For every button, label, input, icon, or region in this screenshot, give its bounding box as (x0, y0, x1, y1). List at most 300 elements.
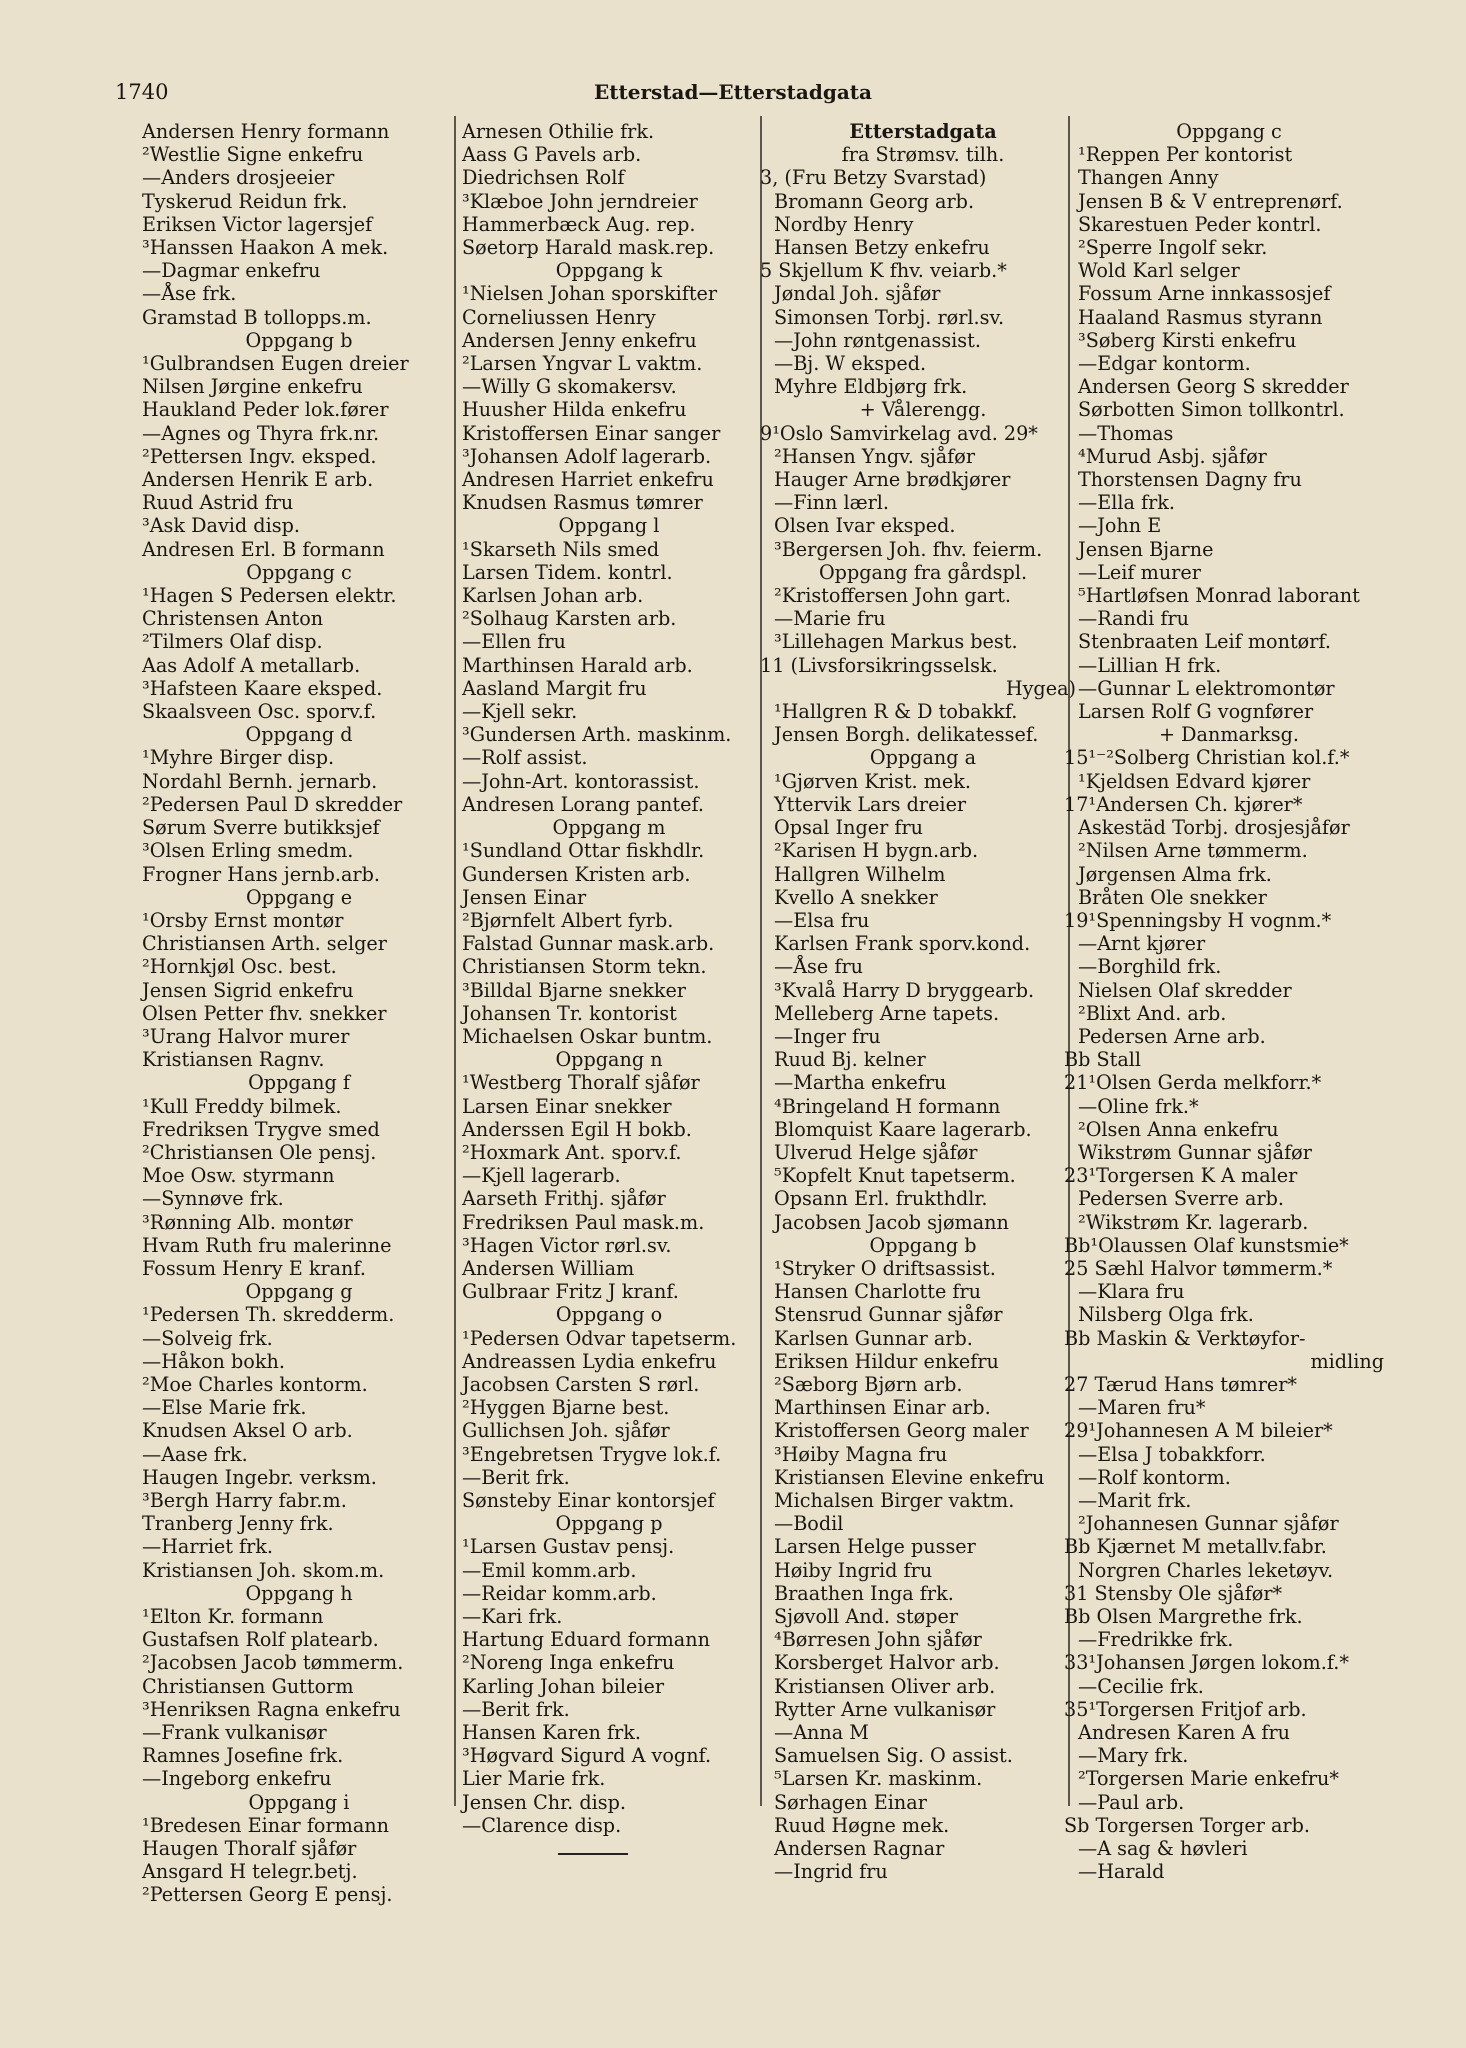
directory-entry: Huusher Hilda enkefru (462, 398, 687, 422)
directory-entry: Ruud Høgne mek. (774, 1813, 950, 1837)
directory-entry: Ruud Astrid fru (142, 491, 294, 515)
directory-entry: Ramnes Josefine frk. (142, 1744, 344, 1768)
directory-entry: —Emil komm.arb. (462, 1558, 637, 1582)
directory-entry: ³Bergh Harry fabr.m. (142, 1488, 347, 1512)
directory-entry: —Gunnar L elektromontør (1078, 676, 1335, 700)
directory-entry: Sørum Sverre butikksjef (142, 816, 380, 840)
directory-entry: ¹Stryker O driftsassist. (774, 1256, 996, 1280)
directory-entry: Karlsen Frank sporv.kond. (774, 932, 1031, 956)
directory-entry: ³Klæboe John jerndreier (462, 189, 698, 213)
directory-entry: Aas Adolf A metallarb. (142, 653, 361, 677)
directory-entry: Jensen Chr. disp. (462, 1790, 627, 1814)
directory-entry: Hansen Betzy enkefru (774, 236, 990, 260)
directory-entry: Jensen Bjarne (1078, 537, 1214, 561)
directory-entry: ³Hafsteen Kaare eksped. (142, 676, 383, 700)
directory-entry: 31 Stensby Ole sjåfør* (1064, 1581, 1283, 1605)
section-heading: Oppgang h (245, 1581, 353, 1605)
directory-entry: —Fredrikke frk. (1078, 1628, 1234, 1652)
section-heading: Oppgang a (869, 746, 977, 770)
directory-entry: Haugen Ingebr. verksm. (142, 1465, 377, 1489)
directory-entry: 33¹Johansen Jørgen lokom.f.* (1064, 1651, 1349, 1675)
directory-entry: Blomquist Kaare lagerarb. (774, 1117, 1032, 1141)
directory-entry: Christiansen Guttorm (142, 1674, 354, 1698)
directory-entry: ³Olsen Erling smedm. (142, 839, 354, 863)
directory-entry: 27 Tærud Hans tømrer* (1064, 1372, 1297, 1396)
directory-entry: ²Noreng Inga enkefru (462, 1651, 675, 1675)
directory-entry: Andersen William (462, 1256, 635, 1280)
directory-entry: Gulbraar Fritz J kranf. (462, 1280, 679, 1304)
directory-entry: ²Torgersen Marie enkefru* (1078, 1767, 1339, 1791)
directory-entry: ¹Pedersen Odvar tapetserm. (462, 1326, 737, 1350)
directory-entry: —Finn lærl. (774, 491, 890, 515)
directory-entry: —Else Marie frk. (142, 1396, 307, 1420)
directory-entry: Pedersen Sverre arb. (1078, 1187, 1285, 1211)
directory-entry: —Kjell sekr. (462, 700, 578, 724)
directory-entry: 29¹Johannesen A M bileier* (1064, 1419, 1333, 1443)
directory-entry: —Clarence disp. (462, 1813, 622, 1837)
directory-entry: Bb Stall (1064, 1048, 1142, 1072)
directory-entry: —John-Art. kontorassist. (462, 769, 700, 793)
section-heading: Oppgang o (555, 1303, 663, 1327)
directory-entry: Michalsen Birger vaktm. (774, 1488, 1015, 1512)
section-heading: + Danmarksg. (1158, 723, 1300, 747)
directory-entry: ¹Reppen Per kontorist (1078, 143, 1293, 167)
directory-entry: Kvello A snekker (774, 885, 938, 909)
directory-entry: 35¹Torgersen Fritjof arb. (1064, 1697, 1307, 1721)
directory-entry: —John E (1078, 514, 1162, 538)
directory-entry: Andresen Karen A fru (1078, 1721, 1291, 1745)
directory-entry: —Marie fru (774, 607, 886, 631)
directory-entry: Haugen Thoralf sjåfør (142, 1837, 357, 1861)
directory-entry: ⁴Murud Asbj. sjåfør (1078, 444, 1267, 468)
directory-entry: ²Tilmers Olaf disp. (142, 630, 323, 654)
directory-entry: Norgren Charles leketøyv. (1078, 1558, 1334, 1582)
directory-entry: Marthinsen Harald arb. (462, 653, 693, 677)
directory-entry: Kristoffersen Einar sanger (462, 421, 721, 445)
directory-entry: Diedrichsen Rolf (462, 166, 625, 190)
directory-entry: Bb Olsen Margrethe frk. (1064, 1605, 1303, 1628)
directory-entry: Stenbraaten Leif montørf. (1078, 630, 1331, 654)
directory-entry: Søetorp Harald mask.rep. (462, 236, 715, 260)
section-heading: Oppgang c (1176, 120, 1282, 143)
directory-entry: Haukland Peder lok.fører (142, 398, 389, 422)
directory-entry: Fossum Arne innkassosjef (1078, 282, 1331, 306)
directory-entry: ³Henriksen Ragna enkefru (142, 1697, 401, 1721)
directory-entry: Nilsen Jørgine enkefru (142, 375, 363, 399)
directory-entry: Sørhagen Einar (774, 1790, 927, 1814)
directory-entry: ¹Larsen Gustav pensj. (462, 1535, 675, 1559)
directory-entry: —Anders drosjeeier (142, 166, 335, 190)
directory-entry: Aarseth Frithj. sjåfør (462, 1187, 666, 1211)
directory-entry: —Berit frk. (462, 1465, 570, 1489)
directory-entry: ³Johansen Adolf lagerarb. (462, 444, 712, 468)
directory-entry: Knudsen Rasmus tømrer (462, 491, 703, 515)
directory-entry: Eriksen Hildur enkefru (774, 1349, 999, 1373)
directory-entry: Olsen Petter fhv. snekker (142, 1001, 387, 1025)
directory-entry: ³Engebretsen Trygve lok.f. (462, 1442, 722, 1466)
directory-entry: Andresen Harriet enkefru (462, 468, 714, 492)
directory-entry: ²Christiansen Ole pensj. (142, 1140, 377, 1164)
directory-entry: Gullichsen Joh. sjåfør (462, 1419, 670, 1443)
section-heading: Oppgang i (248, 1790, 350, 1814)
directory-entry: Wold Karl selger (1078, 259, 1240, 283)
directory-entry: Kristiansen Elevine enkefru (774, 1465, 1045, 1489)
directory-entry: ¹Hagen S Pedersen elektr. (142, 584, 397, 608)
page-title: Etterstad—Etterstadgata (594, 80, 872, 104)
section-heading: Oppgang m (552, 816, 666, 840)
column-rule (760, 116, 762, 1806)
directory-entry: Moe Osw. styrmann (142, 1164, 335, 1188)
directory-entry: Opsann Erl. frukthdlr. (774, 1187, 988, 1211)
directory-entry: Christensen Anton (142, 607, 324, 631)
directory-entry: ¹Skarseth Nils smed (462, 537, 660, 561)
directory-entry: —Randi fru (1078, 607, 1190, 631)
directory-entry: —Anna M (774, 1721, 869, 1745)
directory-entry: Larsen Helge pusser (774, 1535, 976, 1559)
directory-entry: Haaland Rasmus styrann (1078, 305, 1323, 329)
directory-entry: midling (1310, 1349, 1384, 1373)
directory-entry: Bb Maskin & Verktøyfor- (1064, 1326, 1306, 1350)
directory-entry: —Arnt kjører (1078, 932, 1206, 956)
directory-entry: —Elsa J tobakkforr. (1078, 1442, 1266, 1466)
directory-entry: Høiby Ingrid fru (774, 1558, 933, 1582)
directory-entry: 19¹Spenningsby H vognm.* (1064, 908, 1332, 932)
directory-entry: —Ingrid fru (774, 1860, 888, 1884)
directory-entry: Marthinsen Einar arb. (774, 1396, 991, 1420)
directory-entry: ¹Bredesen Einar formann (142, 1813, 390, 1837)
directory-entry: ⁵Kopfelt Knut tapetserm. (774, 1164, 1016, 1188)
directory-entry: —Edgar kontorm. (1078, 352, 1251, 376)
directory-entry: Karling Johan bileier (462, 1674, 665, 1698)
directory-entry: —Åse frk. (142, 282, 237, 306)
directory-entry: ³Rønning Alb. montør (142, 1210, 353, 1234)
section-heading: Oppgang b (245, 328, 353, 352)
section-heading: Oppgang l (558, 514, 660, 538)
directory-entry: 25 Sæhl Halvor tømmerm.* (1064, 1256, 1333, 1280)
directory-entry: ²Pettersen Ingv. eksped. (142, 444, 377, 468)
directory-entry: —Berit frk. (462, 1697, 570, 1721)
directory-entry: Sønsteby Einar kontorsjef (462, 1488, 715, 1512)
directory-entry: —Maren fru* (1078, 1396, 1206, 1420)
section-heading: Etterstadgata (849, 120, 997, 143)
directory-entry: —Ingeborg enkefru (142, 1767, 332, 1791)
directory-entry: —Borghild frk. (1078, 955, 1222, 979)
directory-entry: ⁵Larsen Kr. maskinm. (774, 1767, 983, 1791)
directory-entry: —Åse fru (774, 955, 863, 979)
directory-entry: Larsen Rolf G vognfører (1078, 700, 1314, 724)
directory-entry: Jacobsen Jacob sjømann (774, 1210, 1009, 1234)
directory-entry: Bb¹Olaussen Olaf kunstsmie* (1064, 1233, 1349, 1257)
directory-entry: —Harriet frk. (142, 1535, 274, 1559)
directory-entry: ²Nilsen Arne tømmerm. (1078, 839, 1308, 863)
directory-entry: ³Søberg Kirsti enkefru (1078, 328, 1297, 352)
directory-entry: —Paul arb. (1078, 1790, 1185, 1814)
directory-entry: Hammerbæck Aug. rep. (462, 212, 696, 236)
directory-entry: ²Blixt And. arb. (1078, 1001, 1227, 1025)
directory-entry: Yttervik Lars dreier (774, 792, 967, 816)
directory-entry: —Ellen fru (462, 630, 566, 654)
directory-entry: Rytter Arne vulkanisør (774, 1697, 996, 1721)
directory-entry: —A sag & høvleri (1078, 1837, 1248, 1861)
directory-entry: —Synnøve frk. (142, 1187, 284, 1211)
directory-entry: Andersen Henry formann (142, 120, 390, 143)
directory-entry: ²Solhaug Karsten arb. (462, 607, 677, 631)
directory-entry: —Lillian H frk. (1078, 653, 1222, 677)
directory-entry: Kristiansen Oliver arb. (774, 1674, 996, 1698)
directory-entry: ¹Hallgren R & D tobakkf. (774, 700, 1018, 724)
directory-entry: —John røntgenassist. (774, 328, 981, 352)
directory-entry: ²Westlie Signe enkefru (142, 143, 364, 167)
directory-entry: Samuelsen Sig. O assist. (774, 1744, 1013, 1768)
directory-entry: ²Pedersen Paul D skredder (142, 792, 403, 816)
directory-entry: ³Urang Halvor murer (142, 1024, 350, 1048)
directory-entry: Olsen Ivar eksped. (774, 514, 956, 538)
page-number: 1740 (115, 80, 169, 104)
directory-entry: Knudsen Aksel O arb. (142, 1419, 353, 1443)
directory-entry: ²Moe Charles kontorm. (142, 1372, 368, 1396)
directory-entry: ¹Elton Kr. formann (142, 1605, 324, 1628)
directory-entry: —Willy G skomakersv. (462, 375, 677, 399)
directory-entry: Aasland Margit fru (462, 676, 647, 700)
directory-entry: —Klara fru (1078, 1280, 1185, 1304)
directory-entry: —Martha enkefru (774, 1071, 947, 1095)
directory-entry: Larsen Tidem. kontrl. (462, 560, 673, 584)
directory-entry: ³Gundersen Arth. maskinm. (462, 723, 732, 747)
directory-entry: ¹Orsby Ernst montør (142, 908, 344, 932)
directory-entry: ²Hoxmark Ant. sporv.f. (462, 1140, 682, 1164)
directory-entry: 5 Skjellum K fhv. veiarb.* (760, 259, 1007, 283)
directory-entry: 23¹Torgersen K A maler (1064, 1164, 1298, 1188)
section-heading: Oppgang g (245, 1280, 353, 1304)
directory-entry: Jørgensen Alma frk. (1078, 862, 1272, 886)
section-heading: Oppgang f (248, 1071, 350, 1095)
directory-entry: Andresen Lorang pantef. (462, 792, 704, 816)
section-heading: Oppgang fra gårdspl. (818, 560, 1028, 584)
directory-entry: ¹Sundland Ottar fiskhdlr. (462, 839, 705, 863)
directory-entry: —Solveig frk. (142, 1326, 273, 1350)
directory-entry: Wikstrøm Gunnar sjåfør (1078, 1140, 1312, 1164)
section-heading: fra Strømsv. tilh. (841, 143, 1005, 167)
directory-entry: Melleberg Arne tapets. (774, 1001, 1000, 1025)
directory-entry: —Bj. W eksped. (774, 352, 927, 376)
directory-entry: ³Billdal Bjarne snekker (462, 978, 686, 1002)
directory-entry: —Harald (1078, 1860, 1165, 1884)
directory-entry: Andersen Henrik E arb. (142, 468, 374, 492)
directory-entry: Jensen Einar (462, 885, 587, 909)
directory-entry: Nilsberg Olga frk. (1078, 1303, 1254, 1327)
directory-entry: Andersen Jenny enkefru (462, 328, 697, 352)
directory-entry: ²Sæborg Bjørn arb. (774, 1372, 963, 1396)
directory-entry: ¹Pedersen Th. skredderm. (142, 1303, 395, 1327)
directory-entry: 3, (Fru Betzy Svarstad) (760, 166, 987, 190)
directory-entry: —Rolf kontorm. (1078, 1465, 1231, 1489)
directory-entry: ⁴Børresen John sjåfør (774, 1628, 982, 1652)
directory-entry: —Agnes og Thyra frk.nr. (142, 421, 380, 445)
directory-entry: ³Lillehagen Markus best. (774, 630, 1018, 654)
directory-entry: —Marit frk. (1078, 1488, 1192, 1512)
directory-entry: Pedersen Arne arb. (1078, 1024, 1266, 1048)
directory-entry: Thangen Anny (1078, 166, 1219, 190)
directory-entry: ¹Westberg Thoralf sjåfør (462, 1071, 700, 1095)
directory-entry: ⁴Bringeland H formann (774, 1094, 1001, 1118)
directory-entry: Jøndal Joh. sjåfør (774, 282, 941, 306)
section-heading: Oppgang n (555, 1048, 663, 1072)
directory-entry: Andresen Erl. B formann (142, 537, 385, 561)
directory-entry: ¹Gjørven Krist. mek. (774, 769, 972, 793)
column-2 (458, 120, 760, 1855)
directory-entry: Lier Marie frk. (462, 1767, 606, 1791)
directory-entry: 11 (Livsforsikringsselsk. (760, 653, 998, 677)
directory-entry: Larsen Einar snekker (462, 1094, 672, 1118)
directory-entry: Michaelsen Oskar buntm. (462, 1024, 713, 1048)
directory-entry: ²Pettersen Georg E pensj. (142, 1883, 393, 1907)
directory-entry: Jacobsen Carsten S rørl. (462, 1372, 700, 1396)
end-rule (558, 1853, 628, 1855)
directory-entry: Karlsen Gunnar arb. (774, 1326, 973, 1350)
directory-entry: ³Høiby Magna fru (774, 1442, 948, 1466)
directory-entry: ²Karisen H bygn.arb. (774, 839, 979, 863)
directory-entry: Korsberget Halvor arb. (774, 1651, 1000, 1675)
directory-entry: —Aase frk. (142, 1442, 248, 1466)
directory-entry: Bromann Georg arb. (774, 189, 975, 213)
directory-entry: Nordahl Bernh. jernarb. (142, 769, 378, 793)
directory-entry: Bb Kjærnet M metallv.fabr. (1064, 1535, 1327, 1559)
directory-entry: Corneliussen Henry (462, 305, 656, 329)
directory-entry: ²Sperre Ingolf sekr. (1078, 236, 1268, 260)
directory-entry: Simonsen Torbj. rørl.sv. (774, 305, 1005, 329)
directory-entry: ³Kvalå Harry D bryggearb. (774, 978, 1035, 1002)
directory-entry: Andersen Ragnar (774, 1837, 945, 1861)
directory-entry: —Bodil (774, 1512, 844, 1536)
directory-entry: 9¹Oslo Samvirkelag avd. 29* (760, 421, 1038, 445)
directory-entry: Skaalsveen Osc. sporv.f. (142, 700, 377, 724)
directory-entry: Gustafsen Rolf platearb. (142, 1628, 379, 1652)
directory-entry: Ansgard H telegr.betj. (142, 1860, 358, 1884)
directory-entry: 21¹Olsen Gerda melkforr.* (1064, 1071, 1322, 1095)
directory-entry: Falstad Gunnar mask.arb. (462, 932, 715, 956)
directory-entry: 15¹⁻²Solberg Christian kol.f.* (1064, 746, 1350, 770)
directory-entry: ¹Kjeldsen Edvard kjører (1078, 769, 1311, 793)
directory-entry: —Leif murer (1078, 560, 1201, 584)
directory-entry: Gundersen Kristen arb. (462, 862, 691, 886)
directory-entry: Askestäd Torbj. drosjesjåfør (1078, 816, 1350, 840)
directory-entry: Arnesen Othilie frk. (462, 120, 655, 143)
directory-entry: Ulverud Helge sjåfør (774, 1140, 978, 1164)
directory-entry: ²Larsen Yngvar L vaktm. (462, 352, 703, 376)
directory-entry: Skarestuen Peder kontrl. (1078, 212, 1322, 236)
directory-entry: Hygea) (1005, 676, 1076, 700)
column-3 (760, 120, 1076, 1884)
directory-entry: Hartung Eduard formann (462, 1628, 710, 1652)
directory-entry: —Rolf assist. (462, 746, 588, 770)
directory-entry: Myhre Eldbjørg frk. (774, 375, 968, 399)
directory-entry: ³Ask David disp. (142, 514, 300, 538)
directory-entry: —Cecilie frk. (1078, 1674, 1204, 1698)
directory-entry: —Dagmar enkefru (142, 259, 321, 283)
directory-entry: Nielsen Olaf skredder (1078, 978, 1292, 1002)
directory-entry: Frogner Hans jernb.arb. (142, 862, 380, 886)
directory-entry: Anderssen Egil H bokb. (462, 1117, 692, 1141)
directory-entry: Jensen Sigrid enkefru (142, 978, 354, 1002)
directory-entry: —Inger fru (774, 1024, 881, 1048)
directory-entry: Hansen Karen frk. (462, 1721, 641, 1745)
directory-entry: Eriksen Victor lagersjef (142, 212, 373, 236)
directory-entry: Hallgren Wilhelm (774, 862, 946, 886)
section-heading: + Vålerengg. (859, 398, 987, 422)
section-heading: Oppgang p (555, 1512, 663, 1536)
directory-entry: Jensen B & V entreprenørf. (1078, 189, 1343, 213)
directory-entry: Sjøvoll And. støper (774, 1605, 959, 1628)
directory-entry: Opsal Inger fru (774, 816, 924, 840)
directory-entry: Nordby Henry (774, 212, 914, 236)
directory-entry: ³Bergersen Joh. fhv. feierm. (774, 537, 1043, 561)
section-heading: Oppgang d (245, 723, 353, 747)
section-heading: Oppgang b (869, 1233, 977, 1257)
directory-entry: Fredriksen Paul mask.m. (462, 1210, 705, 1234)
directory-entry: 17¹Andersen Ch. kjører* (1064, 792, 1303, 816)
directory-entry: ²Olsen Anna enkefru (1078, 1117, 1279, 1141)
section-heading: Oppgang c (246, 560, 352, 584)
directory-entry: —Mary frk. (1078, 1744, 1189, 1768)
directory-entry: Ruud Bj. kelner (774, 1048, 926, 1072)
directory-entry: —Kari frk. (462, 1605, 563, 1628)
directory-entry: Fredriksen Trygve smed (142, 1117, 380, 1141)
directory-entry: Hauger Arne brødkjører (774, 468, 1011, 492)
directory-entry: ²Hyggen Bjarne best. (462, 1396, 670, 1420)
directory-entry: Thorstensen Dagny fru (1078, 468, 1302, 492)
directory-entry: Andreassen Lydia enkefru (462, 1349, 717, 1373)
directory-entry: —Thomas (1078, 421, 1174, 445)
directory-entry: Kristiansen Ragnv. (142, 1048, 325, 1072)
directory-entry: Kristiansen Joh. skom.m. (142, 1558, 385, 1582)
directory-entry: ²Hornkjøl Osc. best. (142, 955, 337, 979)
directory-entry: Johansen Tr. kontorist (462, 1001, 677, 1025)
directory-entry: Kristoffersen Georg maler (774, 1419, 1029, 1443)
column-4 (1064, 120, 1384, 1884)
directory-entry: Sb Torgersen Torger arb. (1064, 1813, 1310, 1837)
directory-entry: Braathen Inga frk. (774, 1581, 954, 1605)
directory-entry: Hvam Ruth fru malerinne (142, 1233, 392, 1257)
directory-entry: ¹Kull Freddy bilmek. (142, 1094, 342, 1118)
directory-entry: Tranberg Jenny frk. (142, 1512, 334, 1536)
directory-entry: ¹Nielsen Johan sporskifter (462, 282, 718, 306)
directory-entry: Christiansen Storm tekn. (462, 955, 707, 979)
directory-entry: —Kjell lagerarb. (462, 1164, 621, 1188)
directory-entry: ⁵Hartløfsen Monrad laborant (1078, 584, 1360, 608)
directory-entry: Karlsen Johan arb. (462, 584, 644, 608)
directory-entry: —Frank vulkanisør (142, 1721, 327, 1745)
directory-entry: —Reidar komm.arb. (462, 1581, 657, 1605)
column-1 (138, 120, 460, 1907)
directory-entry: —Elsa fru (774, 908, 870, 932)
directory-entry: Sørbotten Simon tollkontrl. (1078, 398, 1345, 422)
directory-entry: ²Bjørnfelt Albert fyrb. (462, 908, 674, 932)
directory-entry: Bråten Ole snekker (1078, 885, 1267, 909)
section-heading: Oppgang e (245, 885, 353, 909)
directory-entry: ²Wikstrøm Kr. lagerarb. (1078, 1210, 1309, 1234)
directory-entry: ²Johannesen Gunnar sjåfør (1078, 1512, 1339, 1536)
directory-entry: ³Høgvard Sigurd A vognf. (462, 1744, 712, 1768)
directory-entry: ¹Gulbrandsen Eugen dreier (142, 352, 409, 376)
section-heading: Oppgang k (555, 259, 663, 283)
directory-entry: —Ella frk. (1078, 491, 1176, 515)
directory-entry: ²Jacobsen Jacob tømmerm. (142, 1651, 404, 1675)
directory-entry: Hansen Charlotte fru (774, 1280, 982, 1304)
directory-entry: Stensrud Gunnar sjåfør (774, 1303, 1003, 1327)
directory-entry: Jensen Borgh. delikatessef. (774, 723, 1039, 747)
directory-entry: ²Kristoffersen John gart. (774, 584, 1012, 608)
directory-entry: Andersen Georg S skredder (1078, 375, 1349, 399)
